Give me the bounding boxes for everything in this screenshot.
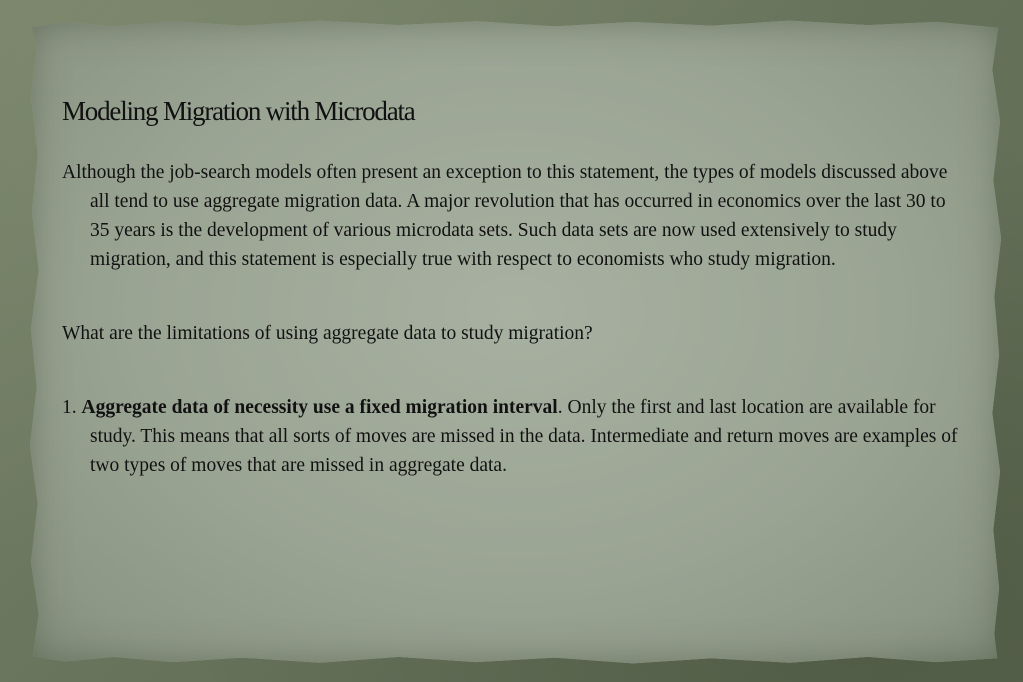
question-paragraph: What are the limitations of using aggregate data to study migration?: [62, 323, 593, 344]
point-1-paragraph: [62, 393, 962, 480]
intro-paragraph: Although the job-search models often present an exception to this statement, the types of models discussed above all tend to use aggregate migration data. A major revolution that has occurred in economics over the last 30 to 35 years is the development of various microdata sets. Such data sets are now used extensively to study migration, and this statement is especially true with respect to economists who study migration.: [62, 162, 948, 270]
point-1-text: . Only the first and last location are available for study. This means that all sorts of moves are missed in the data. Intermediate and return moves are examples of two types of moves that are missed in aggregate data.: [90, 397, 958, 476]
slide-title: Modeling Migration with Microdata: [62, 96, 415, 126]
point-1-number: 1.: [62, 397, 82, 418]
point-1-heading: Aggregate data of necessity use a fixed migration interval: [81, 397, 558, 418]
slide-body: [62, 158, 962, 480]
